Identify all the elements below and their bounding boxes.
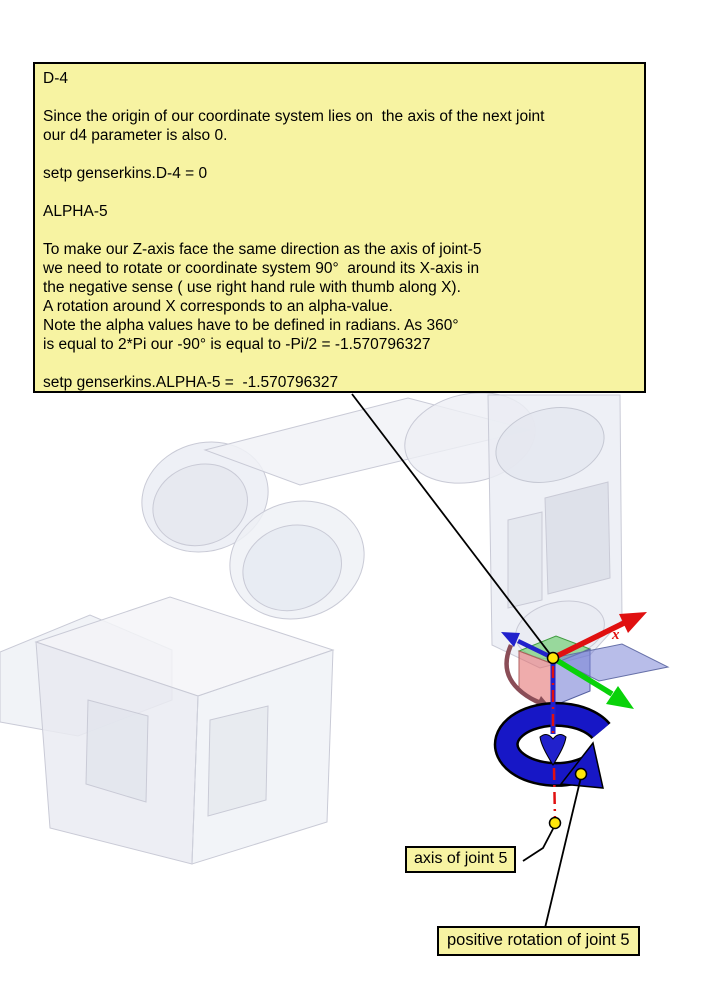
- joint5-axis-marker: [550, 818, 561, 829]
- note-box: [33, 62, 646, 393]
- note-line: the negative sense ( use right hand rule with thumb along X).: [43, 279, 461, 296]
- robot-base: [36, 597, 333, 864]
- note-line: [43, 354, 644, 373]
- note-line: [43, 221, 644, 240]
- robot-arm: [0, 381, 622, 864]
- green-axis-arrowhead: [606, 686, 634, 709]
- note-line: [43, 88, 644, 107]
- origin-marker: [548, 653, 559, 664]
- x-axis-label: x: [612, 627, 620, 643]
- note-line: ALPHA-5: [43, 203, 108, 220]
- rotation-marker: [576, 769, 587, 780]
- note-line: [43, 145, 644, 164]
- note-line: we need to rotate or coordinate system 90° around its X-axis in: [43, 260, 480, 277]
- note-line: To make our Z-axis face the same direction as the axis of joint-5: [43, 241, 482, 258]
- x-axis-arrowhead: [619, 612, 647, 633]
- callout-line-axis-label: [523, 827, 554, 861]
- note-line: setp genserkins.ALPHA-5 = -1.570796327: [43, 374, 339, 391]
- note-line: Note the alpha values have to be defined in radians. As 360°: [43, 317, 459, 334]
- note-line: [43, 183, 644, 202]
- note-line: our d4 parameter is also 0.: [43, 127, 228, 144]
- note-line: is equal to 2*Pi our -90° is equal to -Pi/2 = -1.570796327: [43, 336, 431, 353]
- note-line: setp genserkins.D-4 = 0: [43, 165, 208, 182]
- callout-line-rotation-label: [545, 777, 581, 928]
- note-line: Since the origin of our coordinate system lies on the axis of the next joint: [43, 108, 545, 125]
- note-line: A rotation around X corresponds to an alpha-value.: [43, 298, 393, 315]
- z-axis-arrowhead: [540, 735, 566, 765]
- note-line: D-4: [43, 70, 68, 87]
- label-axis-of-joint5: axis of joint 5: [405, 846, 516, 873]
- joint5-axis-line-lower: [554, 768, 555, 820]
- label-positive-rotation-of-joint5: positive rotation of joint 5: [437, 926, 640, 956]
